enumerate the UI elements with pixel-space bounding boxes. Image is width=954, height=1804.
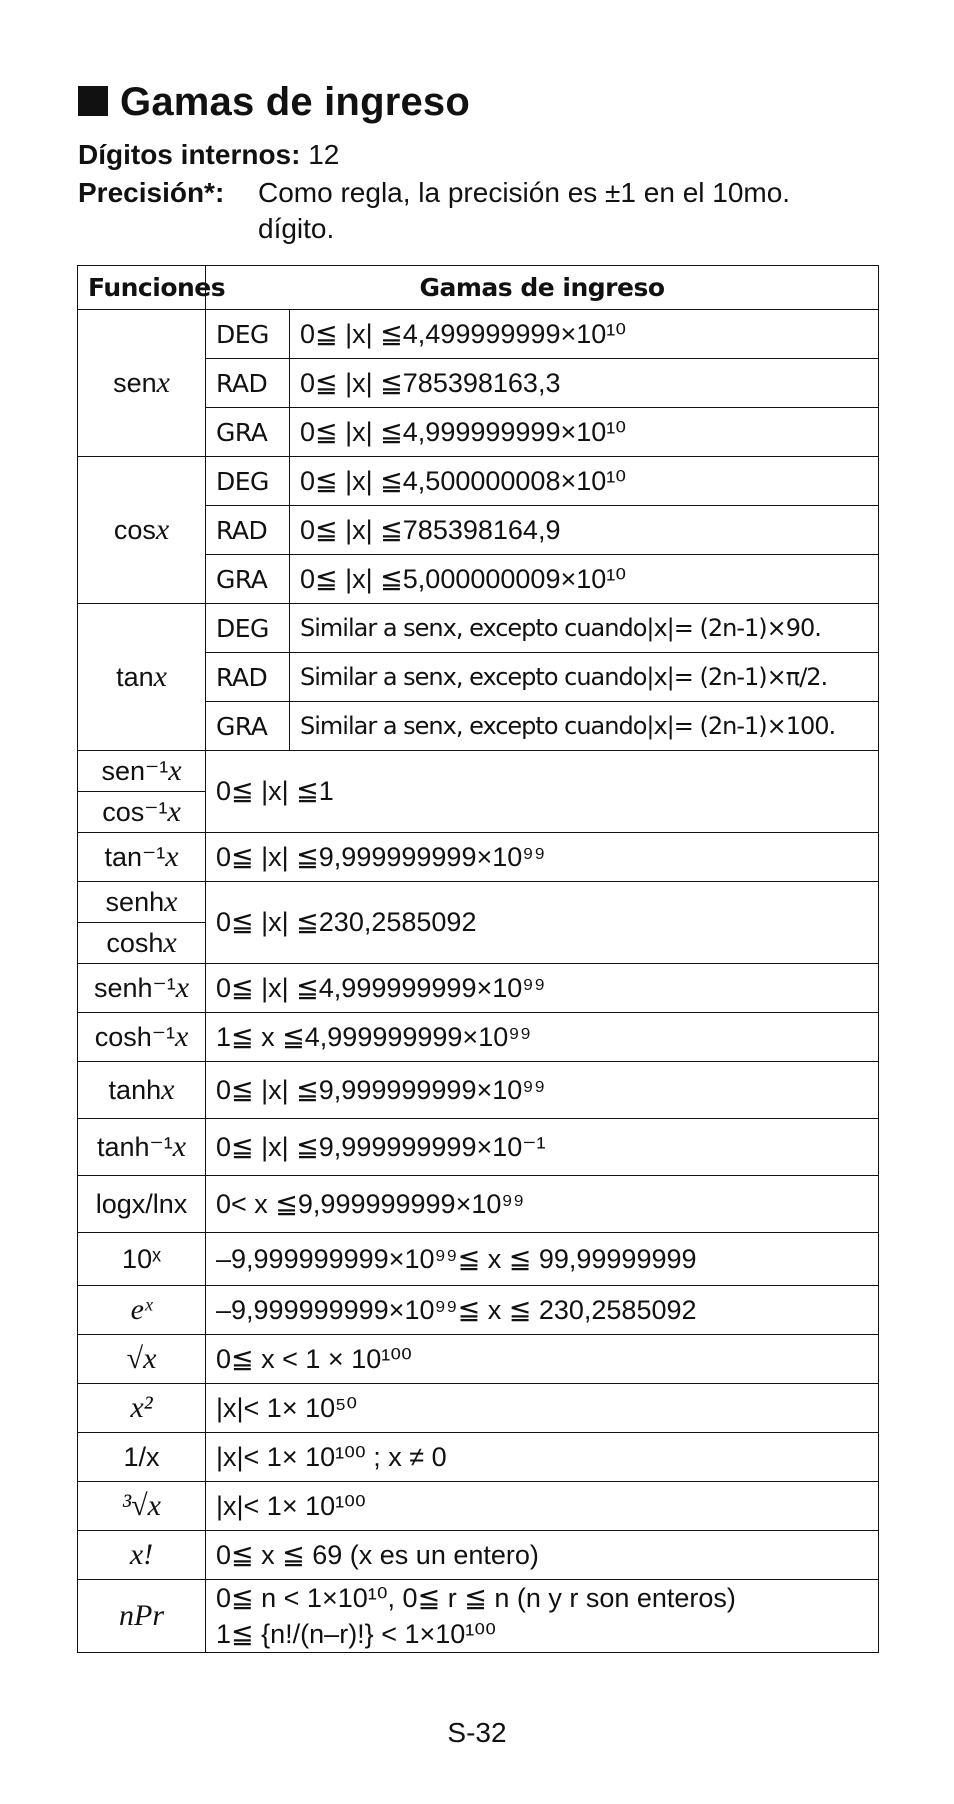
table-row — [78, 1176, 879, 1233]
table-row — [78, 1482, 879, 1531]
function-name: cosh⁻¹ — [94, 1022, 175, 1052]
internal-digits-value: 12 — [308, 139, 340, 170]
function-name: tanh — [108, 1075, 162, 1105]
table-row — [78, 1233, 879, 1286]
function-cell — [78, 882, 206, 923]
function-variable: x — [172, 1130, 187, 1163]
function-cell — [78, 751, 206, 792]
range-cell: 0≦ |x| ≦785398163,3 — [290, 359, 879, 408]
function-cell — [78, 792, 206, 833]
range-cell: –9,999999999×10⁹⁹≦ x ≦ 230,2585092 — [206, 1286, 879, 1335]
mode-cell: DEG — [206, 604, 290, 653]
range-cell: 0< x ≦9,999999999×10⁹⁹ — [206, 1176, 879, 1233]
precision-line — [78, 176, 790, 210]
table-row — [78, 882, 879, 923]
table-row — [78, 1013, 879, 1062]
mode-cell: GRA — [206, 702, 290, 751]
range-cell: 0≦ |x| ≦9,999999999×10⁹⁹ — [206, 833, 879, 882]
function-cell — [78, 1286, 206, 1335]
function-name: nPr — [119, 1599, 164, 1632]
range-cell: –9,999999999×10⁹⁹≦ x ≦ 99,99999999 — [206, 1233, 879, 1286]
range-cell: |x|< 1× 10¹⁰⁰ ; x ≠ 0 — [206, 1433, 879, 1482]
table-row — [78, 964, 879, 1013]
function-variable: x — [163, 926, 177, 959]
function-cell: 1/x — [78, 1433, 206, 1482]
range-cell: Similar a senx, excepto cuando|x|= (2n-1)×90. — [290, 604, 879, 653]
table-row — [78, 751, 879, 792]
function-cell — [78, 833, 206, 882]
range-cell: 0≦ |x| ≦1 — [206, 751, 879, 833]
function-variable: x — [165, 840, 179, 873]
function-cell — [78, 1384, 206, 1433]
range-cell: 0≦ |x| ≦4,999999999×10⁹⁹ — [206, 964, 879, 1013]
range-cell: |x|< 1× 10⁵⁰ — [206, 1384, 879, 1433]
mode-cell: GRA — [206, 408, 290, 457]
function-name: senh — [105, 887, 165, 917]
mode-cell: GRA — [206, 555, 290, 604]
function-cell — [78, 1482, 206, 1531]
table-row — [78, 1119, 879, 1176]
range-cell: 0≦ |x| ≦4,499999999×10¹⁰ — [290, 310, 879, 359]
range-cell: 0≦ |x| ≦5,000000009×10¹⁰ — [290, 555, 879, 604]
table-row — [78, 604, 879, 653]
section-title — [78, 80, 470, 125]
function-variable: x — [175, 971, 190, 1004]
range-cell: Similar a senx, excepto cuando|x|= (2n-1)×100. — [290, 702, 879, 751]
range-cell: 0≦ |x| ≦230,2585092 — [206, 882, 879, 964]
function-variable: x — [161, 1073, 175, 1106]
section-title-text: Gamas de ingreso — [120, 80, 470, 124]
function-cell — [78, 1119, 206, 1176]
function-name: senh⁻¹ — [93, 973, 176, 1003]
range-cell: 1≦ x ≦4,999999999×10⁹⁹ — [206, 1013, 879, 1062]
function-cell — [78, 1062, 206, 1119]
function-variable: x — [174, 1020, 189, 1053]
range-cell: 0≦ |x| ≦9,999999999×10⁹⁹ — [206, 1062, 879, 1119]
function-cell — [78, 1531, 206, 1580]
function-cell — [78, 604, 206, 751]
input-ranges-table — [77, 265, 879, 1653]
range-cell: Similar a senx, excepto cuando|x|= (2n-1)×π/2. — [290, 653, 879, 702]
range-cell: 0≦ |x| ≦9,999999999×10⁻¹ — [206, 1119, 879, 1176]
table-row — [78, 1580, 879, 1653]
function-variable: x — [168, 754, 182, 787]
table-row — [78, 457, 879, 506]
function-name: cos⁻¹ — [102, 797, 168, 827]
function-cell: 10ˣ — [78, 1233, 206, 1286]
function-cell — [78, 1013, 206, 1062]
range-cell: |x|< 1× 10¹⁰⁰ — [206, 1482, 879, 1531]
table-row — [78, 1062, 879, 1119]
table-row — [78, 1433, 879, 1482]
function-cell — [78, 923, 206, 964]
range-line-2: 1≦ {n!/(n–r)!} < 1×10¹⁰⁰ — [216, 1619, 496, 1649]
mode-cell: DEG — [206, 310, 290, 359]
function-variable: x — [156, 366, 170, 399]
table-row — [78, 1384, 879, 1433]
range-cell: 0≦ |x| ≦4,999999999×10¹⁰ — [290, 408, 879, 457]
header-functions: Funciones — [78, 266, 206, 310]
function-cell: logx/lnx — [78, 1176, 206, 1233]
range-cell: 0≦ |x| ≦785398164,9 — [290, 506, 879, 555]
function-cell — [78, 457, 206, 604]
precision-text-line1: Como regla, la precisión es ±1 en el 10mo. — [258, 177, 791, 208]
function-name: eˣ — [130, 1293, 153, 1326]
function-name: tan⁻¹ — [104, 842, 166, 872]
table-row — [78, 310, 879, 359]
table-row — [78, 833, 879, 882]
internal-digits-line — [78, 138, 339, 172]
function-variable: x — [155, 513, 170, 546]
function-name: cosh — [106, 928, 164, 958]
precision-label: Precisión*: — [78, 177, 225, 208]
function-name: cos — [113, 515, 156, 545]
function-name: ³√x — [122, 1489, 161, 1522]
function-variable: x — [164, 885, 178, 918]
function-cell — [78, 1335, 206, 1384]
range-cell — [206, 1580, 879, 1653]
range-line-1: 0≦ n < 1×10¹⁰, 0≦ r ≦ n (n y r son enteros) — [216, 1583, 736, 1613]
mode-cell: DEG — [206, 457, 290, 506]
function-name: sen — [113, 368, 157, 398]
range-cell: 0≦ x < 1 × 10¹⁰⁰ — [206, 1335, 879, 1384]
function-cell — [78, 964, 206, 1013]
square-bullet-icon — [78, 86, 108, 116]
page-number: S-32 — [447, 1717, 507, 1748]
table-row — [78, 1286, 879, 1335]
function-variable: x — [153, 660, 167, 693]
function-variable: x — [167, 795, 181, 828]
internal-digits-label: Dígitos internos: — [78, 139, 301, 170]
table-row — [78, 1531, 879, 1580]
table-row — [78, 1335, 879, 1384]
function-name: x² — [130, 1391, 153, 1424]
function-cell — [78, 310, 206, 457]
header-ranges: Gamas de ingreso — [206, 266, 879, 310]
mode-cell: RAD — [206, 359, 290, 408]
function-name: x! — [129, 1538, 154, 1571]
function-name: sen⁻¹ — [101, 756, 169, 786]
range-cell: 0≦ |x| ≦4,500000008×10¹⁰ — [290, 457, 879, 506]
function-name: tan — [116, 662, 154, 692]
range-cell: 0≦ x ≦ 69 (x es un entero) — [206, 1531, 879, 1580]
precision-text-line2: dígito. — [258, 213, 335, 244]
function-cell — [78, 1580, 206, 1653]
function-name: √x — [126, 1342, 157, 1375]
table-header-row — [78, 266, 879, 310]
mode-cell: RAD — [206, 506, 290, 555]
mode-cell: RAD — [206, 653, 290, 702]
function-name: tanh⁻¹ — [96, 1132, 173, 1162]
